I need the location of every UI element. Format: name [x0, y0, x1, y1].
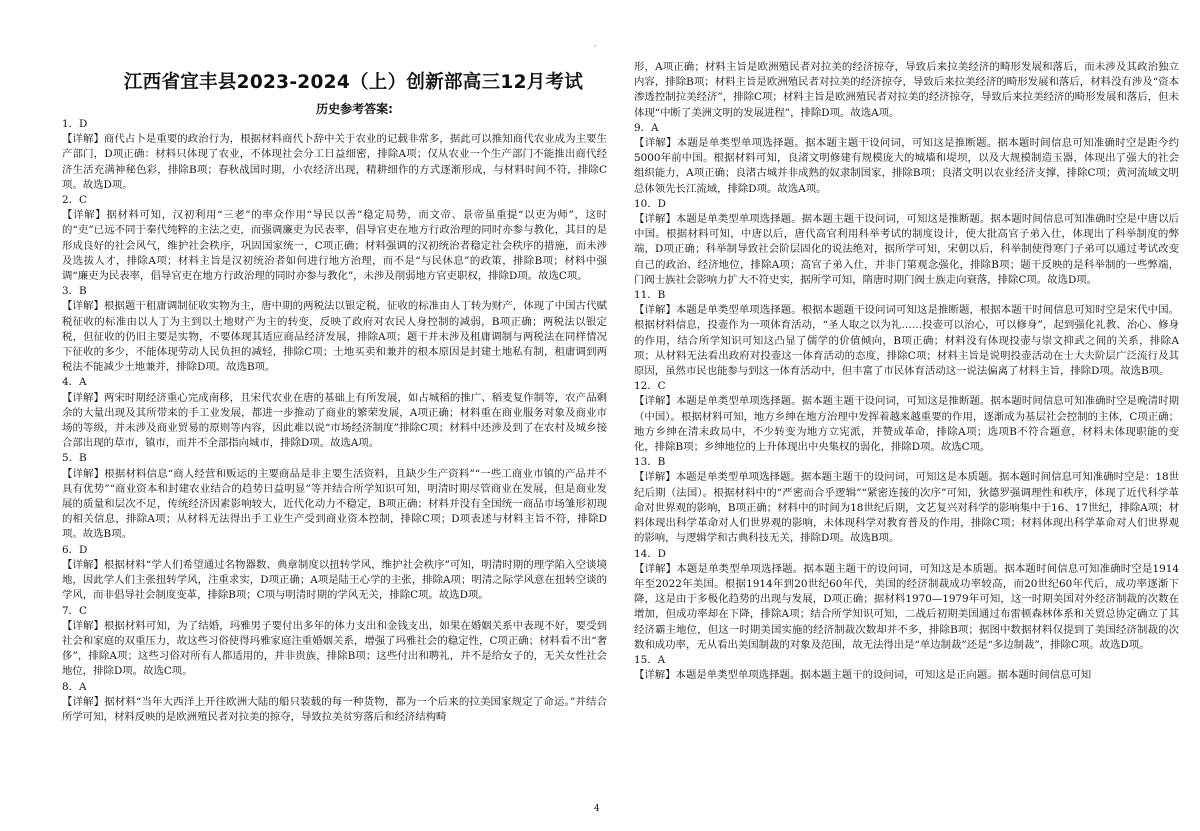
answer-explanation: 形，A项正确；材料主旨是欧洲殖民者对拉美的经济掠夺，导致后来拉美经济的畸形发展和落后，而未涉及其政治独立内容，排除B项；材料主旨是欧洲殖民者对拉美的经济掠夺，导致后来拉美经济的畸形发展和落后，材料没有涉及“资本渗透控制拉美经济”，排除C项；材料主旨是欧洲殖民者对拉美的经济掠夺，导致后来拉美经济的畸形发展和落后，但未体现“中断了美洲文明的发展进程”，排除D项。故选A项。: [634, 61, 1179, 119]
answer-item: [62, 284, 607, 375]
answer-item: [634, 121, 1179, 197]
answer-item: [634, 288, 1179, 379]
answer-explanation: 【详解】本题是单类型单项选择题。据本题主题干的设问词，可知这是正向题。据本题时间信息可知: [634, 669, 1092, 682]
left-answer-list: [62, 117, 607, 725]
answer-item: [634, 455, 1179, 546]
answer-item: [634, 197, 1179, 288]
answer-item: [62, 604, 607, 680]
answer-number: 7．C: [62, 604, 87, 617]
answer-explanation: 【详解】根据材料可知，为了结婚，玛雅男子要付出多年的体力支出和金钱支出，如果在婚姻关系中表现不好，要受到社会和家庭的双重压力，故这些习俗使得玛雅家庭注重婚姻关系，增强了玛雅社会的稳定性，C项正确；材料看不出“奢侈”，排除A项；这些习俗对所有人都适用的，并非贵族，排除B项；这些付出和聘礼，并不是给女子的，无关女性社会地位，排除D项。故选C项。: [62, 619, 607, 678]
answer-explanation: 【详解】本题是单类型单项选择题。据本题主题干的设问词，可知这是本质题。据本题时间信息可知准确时空是1914年至2022年美国。根据1914年到20世纪60年代，美国的经济制裁成功率较高，而20世纪60年代后，成功率逐渐下降，这是由于多极化趋势的出现与发展，D项正确；据材料1970—1979年可知，这一时期美国对外经济制裁的次数在增加，但成功率却在下降，排除A项；结合所学知识可知，二战后初期美国通过布雷顿森林体系和关贸总协定确立了其经济霸主地位，但这一时期美国实施的经济制裁次数却并不多，排除B项；据图中数据材料仅提到了美国经济制裁的次数和成功率，无从看出美国制裁的对象及范围，故无法得出是“单边制裁”还是“多边制裁”，排除C项。故选D项。: [634, 562, 1179, 651]
answer-number: 11．B: [634, 289, 666, 302]
answer-explanation: 【详解】根据材料信息“商人经营和贩运的主要商品是非主要生活资料，且缺少生产资料”“一些工商业市镇的产品并不具有优势”“商业资本和封建农业结合的趋势日益明显”等并结合所学知识可知，明清时期尽管商业在发展，但是商业发展的质量和层次不足，传统经济因素影响较大，近代化动力不稳定，B项正确；材料并没有全国统一商品市场雏形初现的相关信息，排除A项；从材料无法得出手工业生产受到商业资本控制，排除C项；D项表述与材料主旨不符，排除D项。故选B项。: [62, 467, 607, 541]
page-title: 江西省宜丰县2023-2024（上）创新部高三12月考试: [123, 72, 584, 93]
answer-explanation: 【详解】据材料可知，汉初利用“三老”的率众作用“导民以善”稳定局势，而文帝、景帝虽重提“以吏为师”，这时的“吏”已远不同于秦代纯粹的主法之吏，而强调廉吏为民表率，倡导官吏在地方行政治理的同时亦参与教化，其目的是形成良好的社会风气，维护社会秩序，巩固国家统一，C项正确；材料强调的汉初统治者稳定社会秩序的措施，而未涉及选拔人才，排除A项；材料主旨是汉初统治者如何进行地方治理，而不是“与民休息”的政策，排除B项；材料中强调“廉吏为民表率，倡导官吏在地方行政治理的同时亦参与教化”，未涉及削弱地方官吏职权，排除D项。故选C项。: [62, 209, 607, 283]
answer-number: 1．D: [62, 118, 88, 130]
answer-explanation: 【详解】本题是单类型单项选择题。据本题主题干的设问词，可知这是本质题。据本题时间信息可知准确时空是：18世纪后期（法国）。根据材料中的“严密而合乎逻辑”“紧密连接的次序”可知，狄德罗强调理性和秩序，体现了近代科学革命对世界观的影响，B项正确；材料中的时间为18世纪后期，文艺复兴对科学的影响集中于16、17世纪，排除A项；材料体现出科学革命对人们世界观的影响，未体现科学对教育普及的作用，排除C项；材料体现出科学革命对人们世界观的影响，与逻辑学和古典科技无关，排除D项。故选B项。: [634, 471, 1179, 545]
answer-explanation: 【详解】两宋时期经济重心完成南移，且宋代农业在唐的基础上有所发展，如占城稻的推广、稻麦复作制等，农产品剩余的大量出现及其所带来的手工业发展，都进一步推动了商业的繁荣发展，A项正确；材料重在商业服务对象及商业市场的等级，并未涉及商业贸易的原则等内容，因此难以说“市场经济制度”排除C项；材料中还涉及到了在农村及城乡接合部出现的草市，镇市，而并不全部指向城市，排除D项。故选A项。: [62, 391, 607, 450]
answer-explanation: 【详解】商代占卜是重要的政治行为，根据材料商代卜辞中关于农业的记载非常多，据此可以推知商代农业成为主要生产部门，D项正确：材料只体现了农业，不体现社会分工日益细密，排除A项；仅从农业一个生产部门不能推出商代经济生活充满神秘色彩，排除B项；春秋战国时期，小农经济出现，精耕细作的方式逐渐形成，与材料时间不符，排除C项。故选D项。: [62, 133, 607, 191]
left-column: [62, 0, 607, 725]
answer-number: 5．B: [62, 452, 87, 465]
answer-explanation: 【详解】根据题干租庸调制征收实物为主，唐中期的两税法以银定税，征收的标准由人丁转为财产，体现了中国古代赋税征收的标准由以人丁为主到以土地财产为主的转变，反映了政府对农民人身控制的减弱，B项正确；两税法以银定税，但征收的仍旧主要是实物，不要体现其适应商品经济发展，排除A项；题干并未涉及租庸调制与两税法在同样情况下征收的多少，不能体现劳动人民负担的减轻，排除C项；土地买卖和兼并的根本原因是封建土地私有制，租庸调到两税法不能减少土地兼并，排除D项。故选B项。: [62, 300, 607, 374]
answer-number: 15．A: [634, 653, 666, 666]
answer-number: 4．A: [62, 376, 87, 389]
answer-number: 2．C: [62, 194, 87, 207]
answer-item: [62, 375, 607, 451]
right-answer-list: [634, 60, 1179, 683]
answer-number: 8．A: [62, 680, 87, 693]
answer-item: [634, 379, 1179, 455]
page-number: 4: [594, 804, 600, 814]
answer-item: [62, 680, 607, 726]
answer-item: [634, 653, 1179, 683]
header-dot: ·: [594, 42, 597, 51]
answer-item: [62, 193, 607, 284]
answer-number: 14．D: [634, 547, 666, 560]
answer-number: 13．B: [634, 456, 666, 469]
answer-number: 10．D: [634, 197, 666, 210]
answer-number: 6．D: [62, 543, 88, 556]
answer-item: [62, 543, 607, 604]
answer-item: [634, 547, 1179, 653]
answer-explanation: 【详解】本题是单类型单项选择题。据本题主题干设问词，可知这是推断题。据本题时间信息可知准确时空是晚清时期（中国）。根据材料可知，地方乡绅在地方治理中发挥着越来越重要的作用，逐渐成为基层社会控制的主体，C项正确；地方乡绅在清末政局中，不少转变为地方立宪派，并赞成革命，排除A项；选项B不符合题意，材料未体现职能的变化，排除B项；乡绅地位的上升体现出中央集权的弱化，排除D项。故选C项。: [634, 395, 1179, 454]
right-column: [634, 0, 1179, 683]
page-subtitle: 历史参考答案:: [316, 102, 393, 116]
answer-number: 3．B: [62, 285, 87, 298]
answer-explanation: 【详解】本题是单类型单项选择题。据本题主题干设问词，可知这是推断题。据本题时间信息可知准确时空是距今约5000年前中国。根据材料可知，良渚文明修建有规模庞大的城墙和堤坝，以及大规模制造玉器，体现出了强大的社会组织能力，A项正确；良渚古城并非成熟的奴隶制国家，排除B项；良渚文明以农业经济支撑，排除C项；黄河流域文明总体领先长江流域，排除D项。故选A项。: [634, 137, 1179, 195]
answer-item: [62, 451, 607, 542]
answer-item: [62, 117, 607, 193]
answer-explanation: 【详解】本题是单类型单项选择题。据本题主题干设问词，可知这是推断题。据本题时间信息可知准确时空是中唐以后中国。根据材料可知，中唐以后，唐代高官利用科举考试的制度设计，使大批高官子弟入仕，体现出了科举制度的弊端，D项正确；科举制导致社会阶层固化的说法绝对，据所学可知，宋朝以后，科举制使得寒门子弟可以通过考试改变自己的政治、经济地位，排除A项；高官子弟入仕，并非门第观念强化，排除B项；题干反映的是科举制的一些弊端，门阀士族社会影响力扩大不符史实，据所学可知，隋唐时期门阀士族走向衰落，排除C项。故选D项。: [634, 213, 1179, 286]
answer-explanation: 【详解】根据材料“学人们希望通过名物器数、典章制度以扭转学风，维护社会秩序”可知，明清时期的理学陷入空谈境地，因此学人们主张扭转学风，注重求实，D项正确；A项是陆王心学的主张，排除A项；明清之际学风意在扭转空谈的学风，而非倡导社会制度变革，排除B项；C项与明清时期的学风无关，排除C项。故选D项。: [62, 558, 607, 602]
answer-explanation: 【详解】本题是单类型单项选择题。根据本题题干设问词可知这是推断题，根据本题干时间信息可知时空是宋代中国。根据材料信息，投壶作为一项体育活动，“圣人取之以为礼……投壶可以治心，可以修身”，起到强化礼教、治心、修身的作用，结合所学知识可知这凸显了儒学的价值倾向，B项正确；材料没有体现投壶与崇文抑武之间的关系，排除A项；从材料无法看出政府对投壶这一体育活动的态度，排除C项；材料主旨是说明投壶活动在士大夫阶层广泛流行及其原因，虽然市民也能参与到这一体育活动中，但丰富了市民体育活动这一说法偏离了材料主旨，排除D项。故选B项。: [634, 304, 1179, 378]
answer-number: 12．C: [634, 380, 666, 393]
answer-explanation: 【详解】据材料“当年大西洋上开往欧洲大陆的船只装载的每一种货物，都为一个后来的拉美国家规定了命运。”并结合所学可知，材料反映的是欧洲殖民者对拉美的掠夺，导致拉美贫穷落后和经济结构畸: [62, 695, 607, 723]
answer-item: [634, 60, 1179, 121]
answer-number: 9．A: [634, 121, 659, 134]
